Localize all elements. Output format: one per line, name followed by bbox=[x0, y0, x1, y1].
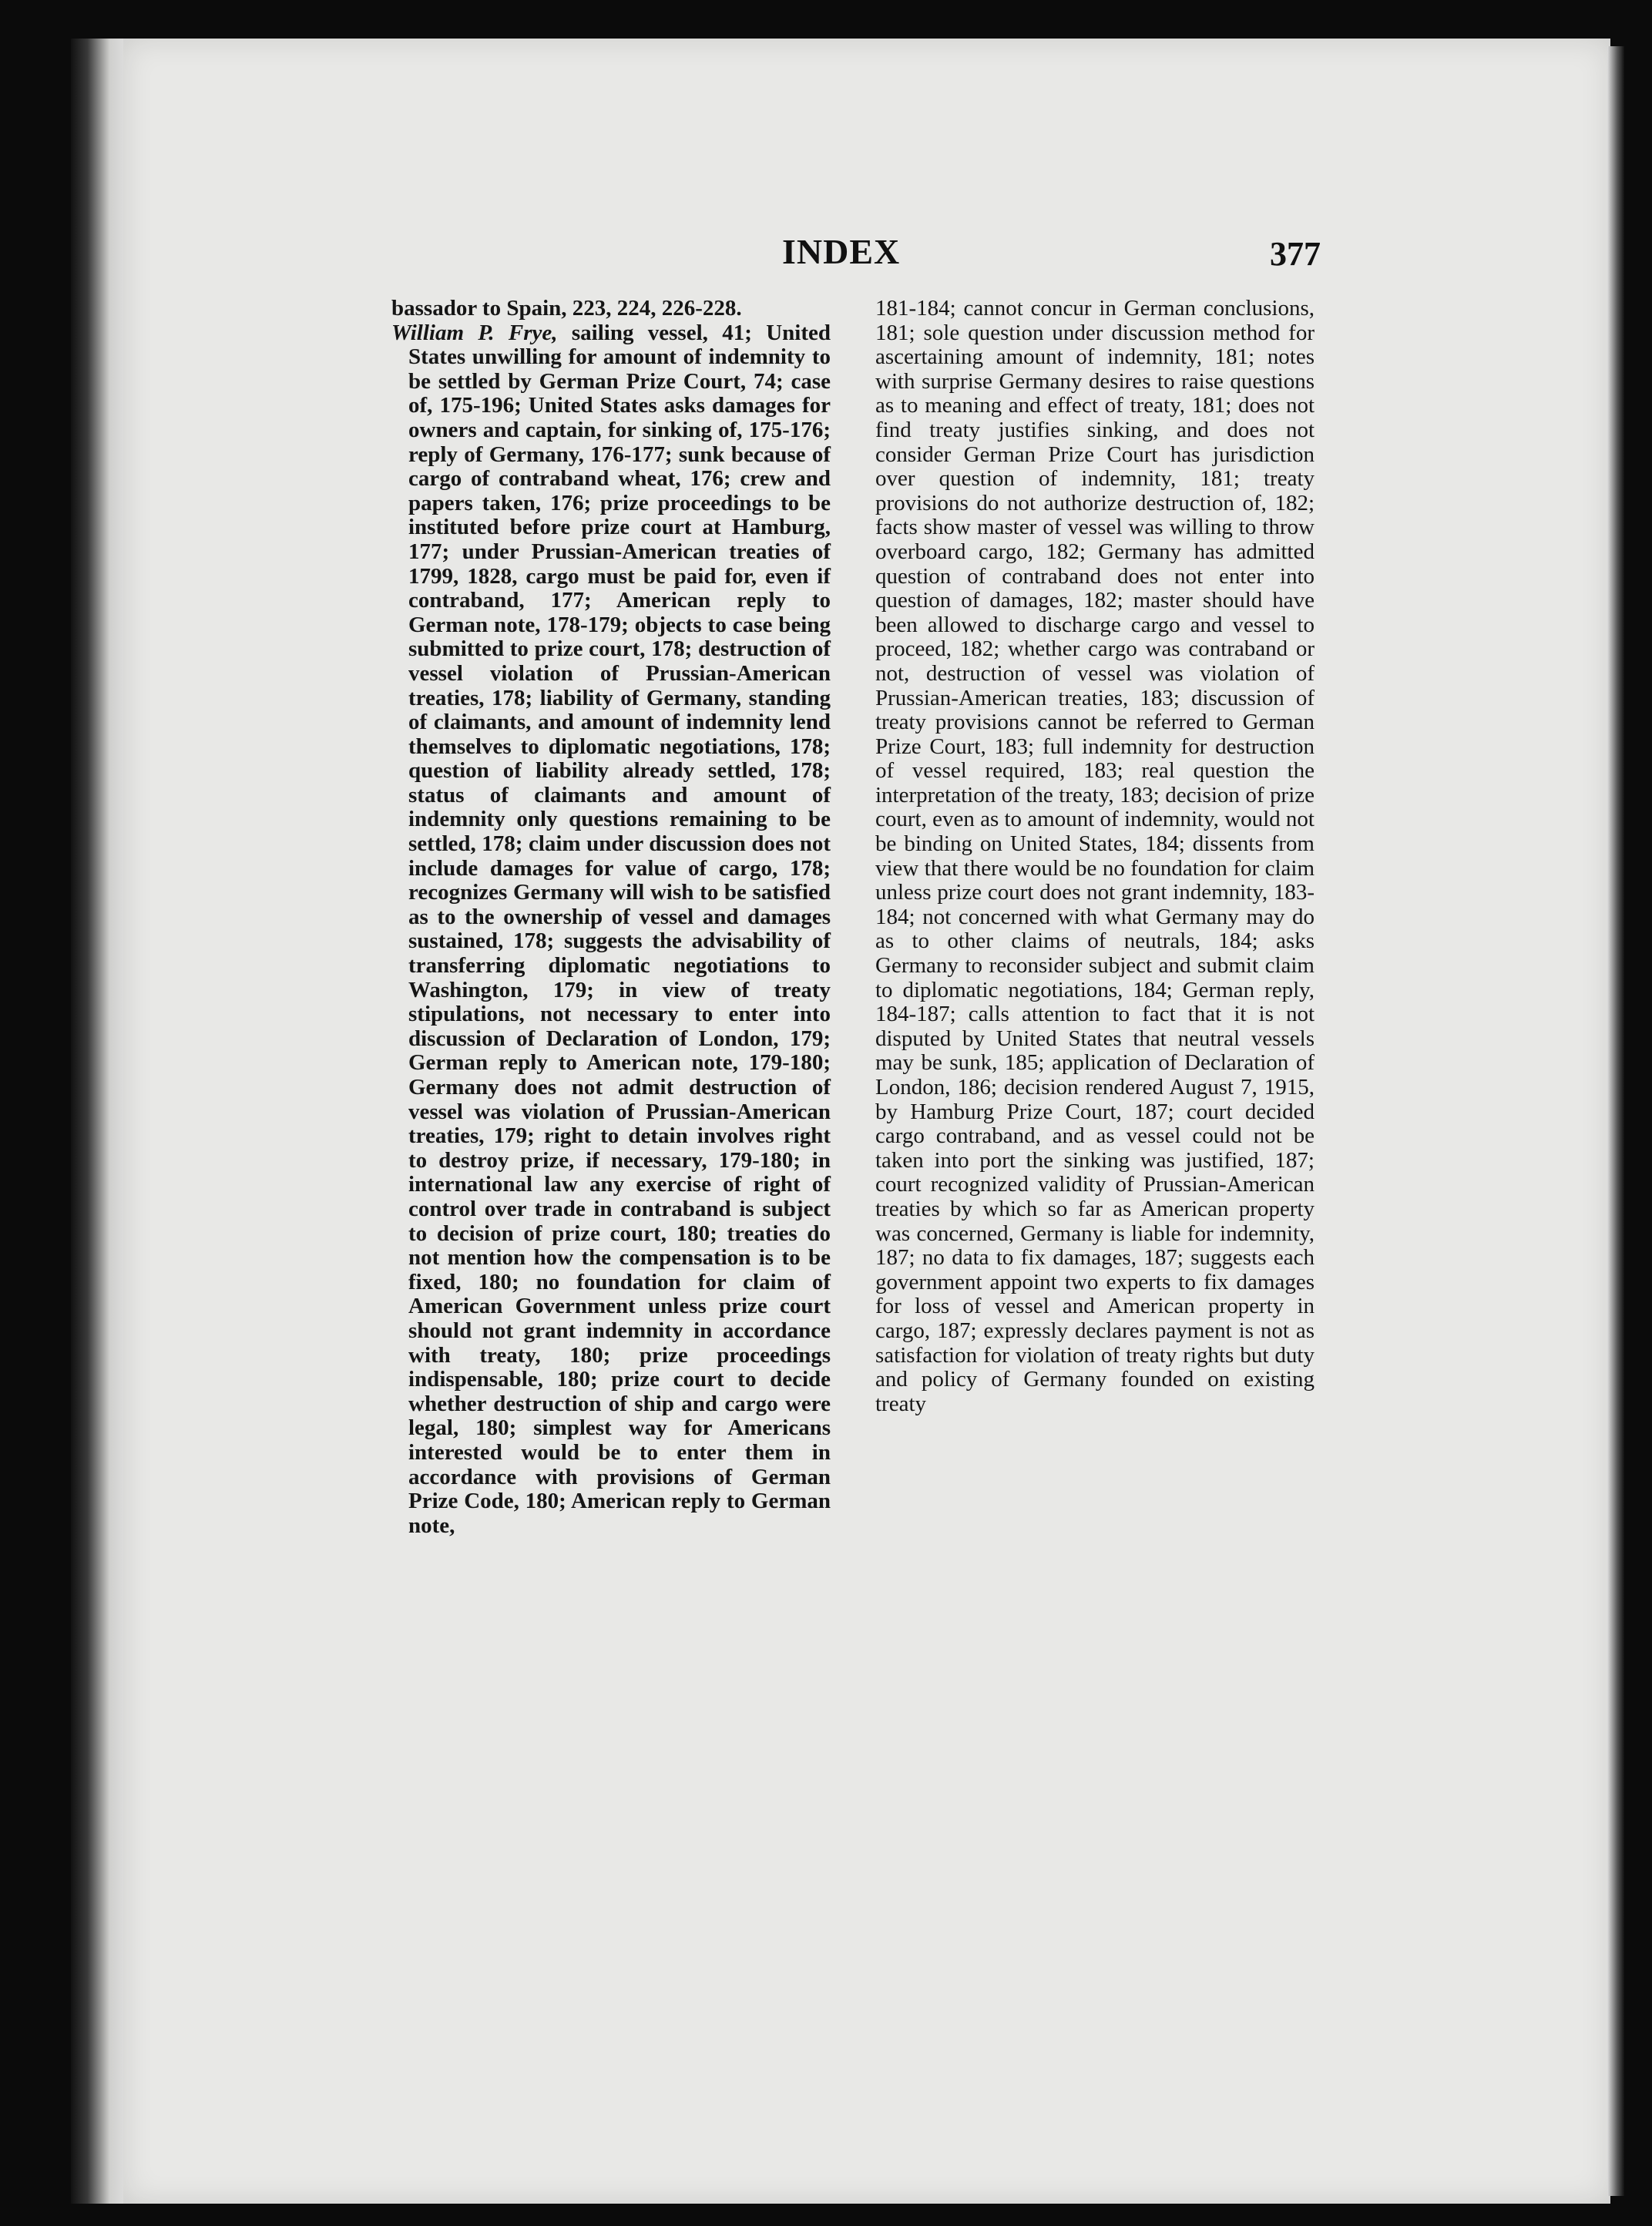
continued-text: 181-184; cannot concur in German conclusions, 181; sole question under discussion method for ascertaining amount of indemnity, 181; notes with surprise Germany desires to raise questions as to meaning and effect of treaty, 181; does not find treaty justifies sinking, and does not consider German Prize Court has jurisdiction over question of indemnity, 181; treaty provisions do not authorize destruction of, 182; facts show master of vessel was willing to throw overboard cargo, 182; Germany has admitted question of contraband does not enter into question of damages, 182; master should have been allowed to discharge cargo and vessel to proceed, 182; whether cargo was contraband or not, destruction of vessel was violation of Prussian-American treaties, 183; discussion of treaty provisions cannot be referred to German Prize Court, 183; full indemnity for destruction of vessel required, 183; real question the interpretation of the treaty, 183; decision of prize court, even as to amount of indemnity, would not be binding on United States, 184; dissents from view that there would be no foundation for claim unless prize court does not grant indemnity, 183-184; not concerned with what Germany may do as to other claims of neutrals, 184; asks Germany to reconsider subject and submit claim to diplomatic negotiations, 184; German reply, 184-187; calls attention to fact that it is not disputed by United States that neutral vessels may be sunk, 185; application of Declaration of London, 186; decision rendered August 7, 1915, by Hamburg Prize Court, 187; court decided cargo contraband, and as vessel could not be taken into port the sinking was justified, 187; court recognized validity of Prussian-American treaties by which so far as American property was concerned, Germany is liable for indemnity, 187; no data to fix damages, 187; suggests each government appoint two experts to fix damages for loss of vessel and American property in cargo, 187; expressly declares payment is not as satisfaction for violation of treaty rights but duty and policy of Germany founded on existing treaty bbox=[875, 296, 1315, 1416]
book-page bbox=[123, 39, 1610, 2204]
index-entry-continuation bbox=[391, 297, 831, 321]
continuation-text: bassador to Spain, 223, 224, 226-228. bbox=[391, 296, 742, 321]
facing-page-edge bbox=[71, 39, 126, 2204]
page-right-edge bbox=[1607, 46, 1624, 2196]
page-header bbox=[0, 231, 1652, 277]
index-entry-william-p-frye bbox=[391, 321, 831, 1539]
entry-title: William P. Frye, bbox=[391, 320, 558, 345]
page-number: 377 bbox=[1270, 235, 1321, 273]
index-entry-continued bbox=[875, 297, 1315, 1416]
entry-text: sailing vessel, 41; United States unwilling for amount of indemnity to be settled by German Prize Court, 74; case of, 175-196; United States asks damages for owners and captain, for sinking of, 175-176; reply of Germany, 176-177; sunk because of cargo of contraband wheat, 176; crew and papers taken, 176; prize proceedings to be instituted before prize court at Hamburg, 177; under Prussian-American treaties of 1799, 1828, cargo must be paid for, even if contraband, 177; American reply to German note, 178-179; objects to case being submitted to prize court, 178; destruction of vessel violation of Prussian-American treaties, 178; liability of Germany, standing of claimants, and amount of indemnity lend themselves to diplomatic negotiations, 178; question of liability already settled, 178; status of claimants and amount of indemnity only questions remaining to be settled, 178; claim under discussion does not include damages for value of cargo, 178; recognizes Germany will wish to be satisfied as to the ownership of vessel and damages sustained, 178; suggests the advisability of transferring diplomatic negotiations to Washington, 179; in view of treaty stipulations, not necessary to enter into discussion of Declaration of London, 179; German reply to American note, 179-180; Germany does not admit destruction of vessel was violation of Prussian-American treaties, 179; right to detain involves right to destroy prize, if necessary, 179-180; in international law any exercise of right of control over trade in contraband is subject to decision of prize court, 180; treaties do not mention how the compensation is to be fixed, 180; no foundation for claim of American Government unless prize court should not grant indemnity in accordance with treaty, 180; prize proceedings indispensable, 180; prize court to decide whether destruction of ship and cargo were legal, 180; simplest way for Americans interested would be to enter them in accordance with provisions of German Prize Code, 180; American reply to German note, bbox=[408, 320, 831, 1538]
running-head: INDEX bbox=[782, 232, 901, 271]
index-column-right bbox=[875, 297, 1315, 1416]
index-column-left bbox=[391, 297, 831, 1538]
